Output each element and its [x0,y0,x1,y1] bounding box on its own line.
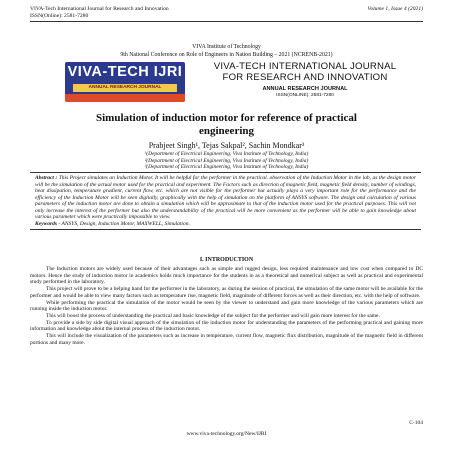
running-header-left [30,6,169,19]
journal-name-line-2: FOR RESEARCH AND INNOVATION [222,71,388,83]
logo-text: VIVA-TECH IJRI [67,64,183,80]
abstract-label: Abstract : [35,175,58,181]
keywords-label: Keywords [35,220,57,227]
paragraph: While performing the practical the simulation of the motor would be seen by the viewer to understand and gain more knowledge of the various parameters which are running inside the induction motor. [30,299,423,313]
paragraph: This project will prove to be a helping hand for the performer in the laboratory, as during the session of practical, the simulation of the same motor will be available for the performer and would be able to view many factors such as temperature rise, magnetic field, magnitude of different forces as well as their direction, etc. with the help of software. [30,286,423,299]
paragraph: This will include the visualization of the parameters such as increase in temperature, current flow, magnetic flux distribution, magnitude of the magnetic field in different portions and many more. [30,333,423,346]
title-line-1: Simulation of induction motor for reference of practical [95,112,357,124]
keywords-text: - ANSYS, Design, Induction Motor, MAXWELL, Simulation. [57,220,190,227]
institute-name: VIVA Institute of Technology [192,44,261,50]
conference-line: 9th National Conference on Role of Engineers in Nation Building – 2021 (NCRENB-2021) [120,52,333,58]
logo-stripe [65,94,185,102]
header-rule [30,21,423,22]
section-heading: I. INTRODUCTION [199,257,254,263]
journal-banner [30,62,423,104]
abstract-box [30,172,421,230]
volume-info: Volume 1, Issue 4 (2021) [367,6,423,12]
journal-name [190,62,420,83]
logo-tagline: ANNUAL RESEARCH JOURNAL [73,84,177,92]
journal-kind: ANNUAL RESEARCH JOURNAL [262,86,348,92]
author-list: Prabjeet Singh¹, Tejas Sakpal², Sachin Mondkar³ [148,141,305,150]
affiliations [30,151,423,171]
journal-issn: ISSN(ONLINE): 2581-7280 [276,93,334,98]
issn-line: ISSN(Online): 2581-7280 [30,12,89,19]
paragraph: This will boost the process of understanding the practical and basic knowledge of the subject for the performer and will gain more interest for the same. [46,312,380,319]
paper-title [30,112,423,137]
footer-url[interactable]: www.viva-technology.org/New/IJRI [186,431,267,437]
affiliation-2: ²(Department of Electrical Engineering, Viva Institute of Technology, India) [144,157,309,164]
journal-name-line-1: VIVA-TECH INTERNATIONAL JOURNAL [213,61,397,72]
journal-logo [65,62,185,102]
title-line-2: engineering [199,124,254,137]
page-number: C-104 [409,420,423,426]
introduction-body [30,266,423,346]
affiliation-3: ³(Department of Electrical Engineering, Viva Institute of Technology, India) [144,164,309,171]
paragraph: To provide a side by side digital visual approach of the simulation of the induction motor for understanding the parameters of the performing practical and gaining more information and knowledge about the internal process of the induction motor. [30,319,423,333]
abstract-text: This Project simulates an Induction Motor. It will be helpful for the performer in the practical. observation of the Induction Motor in the lab, as the design motor will be the simulation of the actual motor used for the practical and experiment. The Factors such as direction of magnetic field, magnetic field density, number of windings, heat dissipation, temperature gradient, current flow, etc. which are not visible for the performer but actually plays a very important role for the performance and the efficiency of the Induction Motor will be seen digitally, graphically with the help of simulation on the platform of ANSYS software. The design and calculation of various parameters of the induction motor are done to obtain a simulation which will be approximate to that of the induction motor used for the practical purposes. This will not only increase the interest of the performer but also the understandability of the practical will be more convenient as the performer will be able to gain knowledge about various parameter which were practically impossible to view. [35,175,417,221]
affiliation-1: ¹(Department of Electrical Engineering, Viva Institute of Technology, India) [144,151,309,157]
journal-line: VIVA-Tech International Journal for Research and Innovation [30,6,169,12]
paragraph: The Induction motors are widely used because of their advantages such as simple and rugged design, less required maintenance and low cost when compared to DC motors. Hence the study of induction motor in academics holds much importance for the students in as a theoretical and numerical subject as well as practical and experimental study performed in the laboratory. [30,266,423,286]
